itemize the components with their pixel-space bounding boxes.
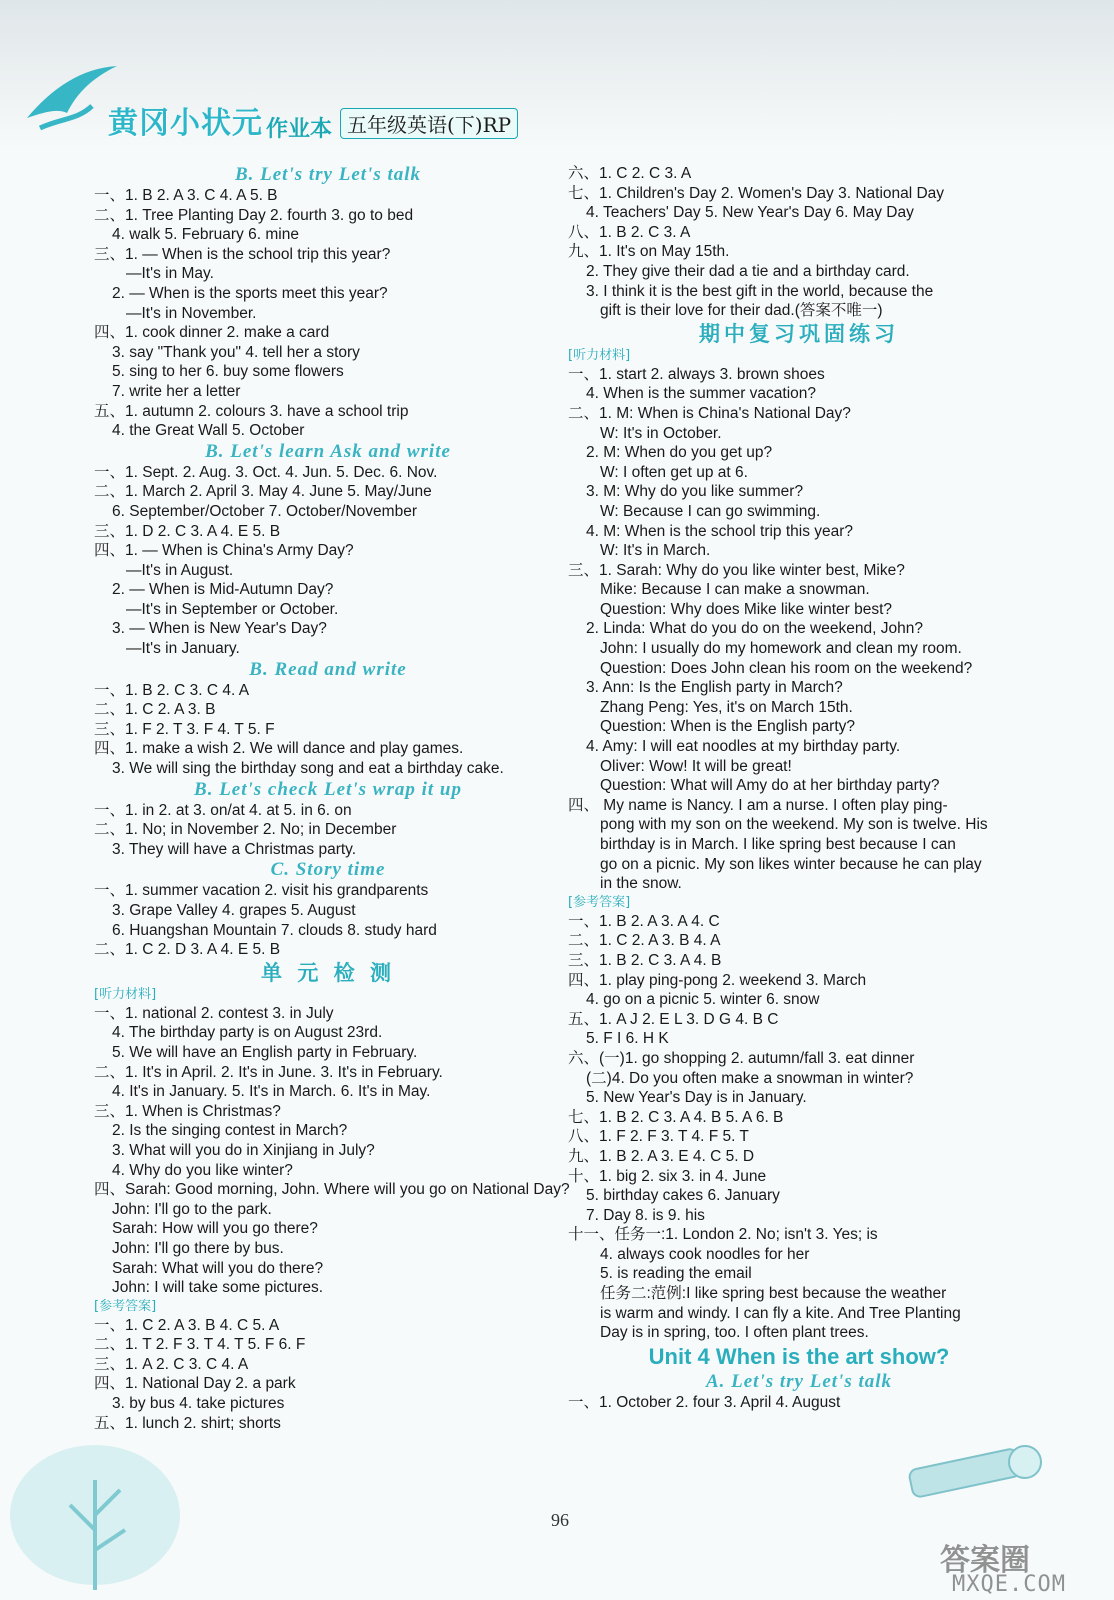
answer-line: 3. What will you do in Xinjiang in July? — [112, 1141, 375, 1159]
answer-line: 九、1. B 2. A 3. E 4. C 5. D — [568, 1147, 755, 1165]
grade-badge: 五年级英语(下)RP — [340, 108, 518, 139]
answer-line: 3. Grape Valley 4. grapes 5. August — [112, 902, 356, 919]
series-title: 作业本 — [266, 117, 333, 142]
answer-line: 5. We will have an English party in February. — [112, 1043, 418, 1061]
answer-line: Mike: Because I can make a snowman. — [600, 581, 870, 599]
answer-line: 2. Is the singing contest in March? — [112, 1122, 348, 1140]
answer-line: 三、1. F 2. T 3. F 4. T 5. F — [94, 720, 275, 738]
answer-line: 五、1. autumn 2. colours 3. have a school trip — [94, 402, 409, 420]
answer-line: 一、1. national 2. contest 3. in July — [94, 1004, 334, 1022]
section-heading: B. Let's check Let's wrap it up — [194, 778, 462, 800]
answer-line: 六、1. C 2. C 3. A — [568, 165, 692, 182]
answer-line: Zhang Peng: Yes, it's on March 15th. — [600, 698, 853, 716]
answer-line: 三、1. Sarah: Why do you like winter best, Mike? — [568, 561, 905, 579]
answer-line: 二、1. Tree Planting Day 2. fourth 3. go to bed — [94, 206, 414, 224]
answer-line: 四、1. play ping-pong 2. weekend 3. March — [568, 971, 867, 989]
answer-line: 4. walk 5. February 6. mine — [112, 226, 299, 244]
answer-line: (二)4. Do you often make a snowman in winter? — [586, 1069, 914, 1087]
answer-line: is warm and windy. I can fly a kite. And Tree Planting — [600, 1304, 961, 1322]
left-answer-column — [94, 164, 570, 1433]
answer-line: 5. is reading the email — [600, 1265, 752, 1283]
answer-line: 一、1. B 2. C 3. C 4. A — [94, 681, 250, 699]
answer-line: 3. — When is New Year's Day? — [112, 620, 327, 638]
answer-line: 7. write her a letter — [112, 382, 241, 400]
page-number: 96 — [551, 1510, 569, 1530]
answer-line: 4. always cook noodles for her — [600, 1245, 810, 1263]
answer-line: 二、1. C 2. A 3. B 4. A — [568, 932, 721, 950]
answer-line: 二、1. C 2. D 3. A 4. E 5. B — [94, 941, 281, 959]
answer-line: in the snow. — [600, 875, 682, 893]
answer-line: 2. — When is the sports meet this year? — [112, 284, 388, 302]
answer-line: —It's in August. — [126, 561, 234, 579]
answer-line: 2. — When is Mid-Autumn Day? — [112, 581, 334, 599]
watermark-logo: 答案圈 — [940, 1543, 1030, 1578]
answer-line: pong with my son on the weekend. My son is twelve. His — [600, 816, 988, 834]
answer-line: 5. sing to her 6. buy some flowers — [112, 363, 344, 381]
tree-decoration-icon — [0, 1420, 190, 1600]
answer-line: go on a picnic. My son likes winter because he can play — [600, 855, 982, 873]
answer-line: 八、1. B 2. C 3. A — [568, 223, 691, 241]
answer-line: 3. We will sing the birthday song and eat a birthday cake. — [112, 760, 504, 778]
answer-line: 4. go on a picnic 5. winter 6. snow — [586, 991, 820, 1009]
answer-line: 5. New Year's Day is in January. — [586, 1089, 807, 1107]
answer-line: —It's in September or October. — [126, 600, 339, 618]
answer-line: 四、Sarah: Good morning, John. Where will you go on National Day? — [94, 1181, 570, 1199]
answer-line: 五、1. lunch 2. shirt; shorts — [94, 1414, 281, 1432]
answer-line: —It's in November. — [126, 304, 257, 322]
answer-line: Sarah: How will you go there? — [112, 1220, 318, 1238]
section-heading: 单 元 检 测 — [261, 960, 395, 985]
answer-line: 四、1. make a wish 2. We will dance and play games. — [94, 740, 464, 758]
answer-line: birthday is in March. I like spring best because I can — [600, 836, 956, 853]
answer-line: 四、1. cook dinner 2. make a card — [94, 324, 330, 342]
answer-line: 三、1. When is Christmas? — [94, 1102, 281, 1120]
section-heading: 期中复习巩固练习 — [699, 321, 899, 346]
answer-line: 3. say "Thank you" 4. tell her a story — [112, 343, 360, 361]
answer-line: Sarah: What will you do there? — [112, 1259, 324, 1277]
answer-line: 六、(一)1. go shopping 2. autumn/fall 3. eat dinner — [568, 1049, 915, 1067]
answer-line: Question: Does John clean his room on the weekend? — [600, 659, 973, 677]
section-heading: A. Let's try Let's talk — [705, 1370, 893, 1392]
answer-line: 6. Huangshan Mountain 7. clouds 8. study hard — [112, 921, 437, 939]
section-heading: B. Let's try Let's talk — [234, 164, 422, 185]
answer-line: 二、1. It's in April. 2. It's in June. 3. It's in February. — [94, 1063, 443, 1081]
answer-line: 三、1. — When is the school trip this year? — [94, 245, 391, 263]
answer-line: 7. Day 8. is 9. his — [586, 1206, 705, 1224]
answer-line: 一、1. start 2. always 3. brown shoes — [568, 365, 825, 383]
answer-line: 一、1. B 2. A 3. C 4. A 5. B — [94, 187, 278, 204]
answer-line: 2. Linda: What do you do on the weekend, John? — [586, 620, 923, 638]
answer-line: 3. They will have a Christmas party. — [112, 840, 357, 858]
answer-line: John: I'll go to the park. — [112, 1200, 272, 1218]
answer-line: 二、1. No; in November 2. No; in December — [94, 821, 397, 839]
answer-line: 三、1. A 2. C 3. C 4. A — [94, 1355, 249, 1373]
answer-line: 4. The birthday party is on August 23rd. — [112, 1024, 383, 1042]
answer-line: 5. F I 6. H K — [586, 1030, 669, 1048]
answer-line: 七、1. Children's Day 2. Women's Day 3. National Day — [568, 184, 945, 202]
answer-line: John: I usually do my homework and clean my room. — [600, 640, 962, 658]
answer-line: Question: Why does Mike like winter best? — [600, 600, 893, 618]
answer-line: 4. M: When is the school trip this year? — [586, 522, 854, 540]
answer-line: 一、1. C 2. A 3. B 4. C 5. A — [94, 1316, 280, 1334]
answer-line: 十、1. big 2. six 3. in 4. June — [568, 1167, 767, 1185]
answer-line: 6. September/October 7. October/November — [112, 502, 417, 520]
section-heading: B. Read and write — [249, 658, 407, 680]
answer-line: 任务二:范例:I like spring best because the weather — [600, 1285, 947, 1303]
answer-line: 4. the Great Wall 5. October — [112, 422, 305, 440]
answer-line: —It's in January. — [126, 640, 240, 658]
section-tag: [听力材料] — [94, 986, 157, 1002]
answer-line: 4. Why do you like winter? — [112, 1161, 293, 1179]
answer-line: 十一、任务一:1. London 2. No; isn't 3. Yes; is — [568, 1226, 878, 1244]
answer-line: 一、1. summer vacation 2. visit his grandparents — [94, 882, 429, 900]
answer-line: 4. It's in January. 5. It's in March. 6. It's in May. — [112, 1083, 431, 1101]
section-heading: C. Story time — [270, 859, 386, 881]
answer-line: 二、1. March 2. April 3. May 4. June 5. May/June — [94, 483, 432, 501]
answer-line: 五、1. A J 2. E L 3. D G 4. B C — [568, 1010, 779, 1028]
answer-line: 八、1. F 2. F 3. T 4. F 5. T — [568, 1128, 749, 1146]
right-answer-column — [568, 164, 1030, 1412]
watermark-url: MXQE.COM — [952, 1572, 1066, 1597]
answer-line: 七、1. B 2. C 3. A 4. B 5. A 6. B — [568, 1108, 784, 1126]
answer-line: 一、1. October 2. four 3. April 4. August — [568, 1393, 841, 1411]
section-heading: Unit 4 When is the art show? — [648, 1343, 950, 1369]
answer-line: 四、1. — When is China's Army Day? — [94, 542, 354, 560]
answer-line: 一、1. in 2. at 3. on/at 4. at 5. in 6. on — [94, 801, 352, 819]
telescope-decoration-icon — [900, 1440, 1050, 1520]
answer-line: 三、1. B 2. C 3. A 4. B — [568, 951, 722, 969]
answer-line: 2. M: When do you get up? — [586, 444, 773, 462]
answer-line: 一、1. Sept. 2. Aug. 3. Oct. 4. Jun. 5. Dec. 6. Nov. — [94, 463, 438, 481]
answer-line: Day is in spring, too. I often plant trees. — [600, 1324, 869, 1342]
answer-line: Oliver: Wow! It will be great! — [600, 757, 792, 775]
section-tag: [参考答案] — [568, 894, 631, 910]
answer-line: 四、1. National Day 2. a park — [94, 1375, 296, 1393]
section-tag: [参考答案] — [94, 1298, 157, 1314]
answer-line: 二、1. M: When is China's National Day? — [568, 404, 851, 422]
answer-line: 九、1. It's on May 15th. — [568, 243, 730, 261]
answer-line: —It's in May. — [126, 265, 214, 283]
answer-line: W: Because I can go swimming. — [600, 502, 821, 520]
answer-line: John: I will take some pictures. — [112, 1279, 324, 1297]
answer-line: John: I'll go there by bus. — [112, 1239, 284, 1257]
answer-line: 3. Ann: Is the English party in March? — [586, 679, 843, 697]
answer-line: 4. When is the summer vacation? — [586, 385, 817, 403]
answer-line: 3. I think it is the best gift in the world, because the — [586, 282, 934, 300]
answer-line: 3. M: Why do you like summer? — [586, 483, 804, 501]
answer-line: Question: What will Amy do at her birthday party? — [600, 777, 940, 795]
page-header — [22, 58, 582, 148]
brand-title: 黄冈小状元 — [108, 106, 263, 141]
answer-line: 三、1. D 2. C 3. A 4. E 5. B — [94, 522, 281, 540]
answer-line: W: It's in October. — [600, 424, 722, 442]
answer-line: 4. Teachers' Day 5. New Year's Day 6. May Day — [586, 204, 914, 222]
answer-line: 3. by bus 4. take pictures — [112, 1395, 285, 1413]
answer-line: W: It's in March. — [600, 542, 711, 560]
answer-line: 四、 My name is Nancy. I am a nurse. I often play ping- — [568, 796, 948, 814]
answer-line: 4. Amy: I will eat noodles at my birthday party. — [586, 738, 901, 756]
answer-line: 一、1. B 2. A 3. A 4. C — [568, 912, 720, 930]
answer-line: 2. They give their dad a tie and a birthday card. — [586, 262, 910, 280]
answer-line: 二、1. T 2. F 3. T 4. T 5. F 6. F — [94, 1336, 306, 1354]
answer-line: Question: When is the English party? — [600, 718, 856, 736]
answer-line: gift is their love for their dad.(答案不唯一) — [600, 302, 883, 320]
answer-line: 二、1. C 2. A 3. B — [94, 701, 216, 719]
section-tag: [听力材料] — [568, 347, 631, 363]
answer-line: W: I often get up at 6. — [600, 463, 748, 481]
section-heading: B. Let's learn Ask and write — [205, 440, 451, 462]
answer-line: 5. birthday cakes 6. January — [586, 1187, 780, 1205]
